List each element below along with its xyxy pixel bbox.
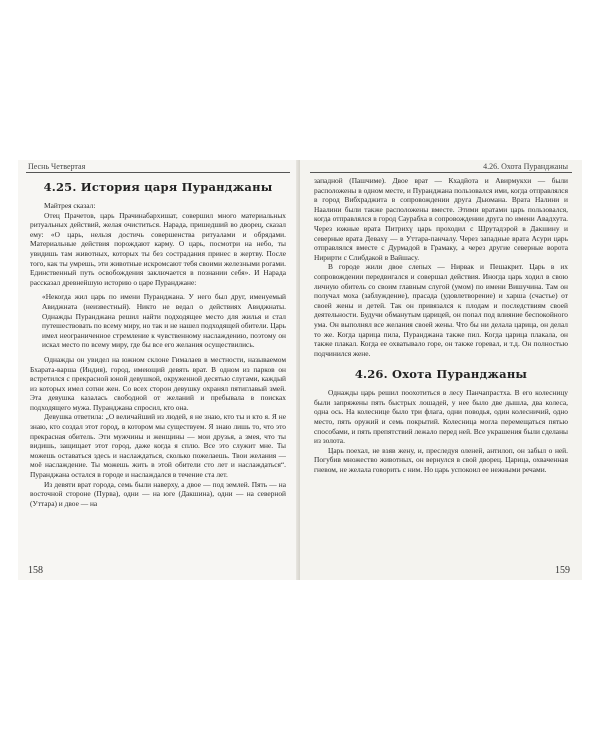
header-rule [26, 172, 290, 173]
page-number-right: 159 [555, 565, 570, 576]
right-text-column [314, 176, 568, 556]
paragraph: Отец Прачетов, царь Прачинабархишат, совершил много материальных ритуальных действий, желая очиститься. Нарада, пришедший во дворец, сказал ему: «О царь, нельзя достичь совершенства ритуалами и обрядами. Материальные действия порождают карму. О царь, посмотри на небо, ты увидишь там животных, которых ты без сострадания принес в жертву. После того, как ты умрешь, эти животные искромсают тебя своими железными рогами. Единственный путь освобождения заключается в познании себя». И Нарада рассказал древнейшую историю о царе Пуранджане: [30, 210, 286, 287]
paragraph: Майтрея сказал: [44, 201, 96, 210]
running-head-right: 4.26. Охота Пуранджаны [483, 162, 568, 171]
left-text-column [30, 176, 286, 556]
chapter-title-4-25: 4.25. История царя Пуранджаны [43, 180, 273, 194]
paragraph: Однажды царь решил поохотиться в лесу Панчапрастха. В его колесницу были запряжены пять быстрых лошадей, у нее было две дышла, два колеса, одна ось. На колеснице было три флага, одни поводья, один колесничий, одно место, пять оружий и семь покрытий. Колесница могла перемещаться пятью способами, и пять препятствий лежало перед ней. Все украшения были сделаны из золота. [314, 388, 568, 446]
chapter-title-4-26: 4.26. Охота Пуранджаны [354, 367, 528, 382]
paragraph: Царь поехал, не взяв жену, и, преследуя оленей, антилоп, он забыл о ней. Погубив множество животных, он вернулся в свой дворец. Царица, охваченная гневом, не желала говорить с ним. Но царь успокоил ее нежными речами. [314, 445, 568, 475]
header-rule [310, 172, 572, 173]
page-number-left: 158 [28, 565, 43, 576]
paragraph: «Некогда жил царь по имени Пуранджана. У него был друг, именуемый Авиджната (неизвестный). Никто не ведал о действиях Авиджнаты. Однажды Пуранджана решил найти подходящее место для жилья и стал путешествовать по всему миру, но так и не нашел подходящей обители. Царь имел неограниченное стремление к чувственному наслаждению, поэтому он искал место по всему миру, где бы все его желания осуществились. [42, 292, 286, 350]
right-page [300, 160, 582, 580]
paragraph: В городе жили двое слепых — Нирвак и Пешакрит. Царь в их сопровождении передвигался и совершал действия. Иногда царь ходил в свою личную обитель со своим главным слугой (умом) по имени Вишучина. Там он получал моха (заблуждение), прасада (удовлетворение) и харша (счастье) от своей жены и детей. Так он привязался к плодам и последствиям своей деятельности. Будучи обманутым царицей, он попал под влияние беспокойного ума. Он выполнял все желания своей жены. Что бы ни делала царица, он делал то же. Когда царица пила, Пуранджана также пил. Когда царица плакала, он также плакал. Когда ее охватывало горе, он также горевал, и т.д. Он полностью подчинился жене. [314, 262, 568, 358]
running-head-left: Песнь Четвертая [28, 162, 86, 171]
paragraph: Из девяти врат города, семь были наверху, а двое — под землей. Пять — на восточной стороне (Пурва), одни — на юге (Дакшина), одни — на северной (Уттара) и двое — на [30, 479, 286, 508]
paragraph: Однажды он увидел на южном склоне Гималаев в местности, называемом Бхарата-варша (Индия), город, имеющий девять врат. В одном из парков он встретился с прекрасной юной девушкой, окруженной десятью слугами, каждый из которых имел сотни жен. Со всех сторон девушку охранял пятиглавый змей. Эта девушка казалась свободной от желаний и пребывала в поисках подходящего мужа. Пуранджана спросил, кто она. [30, 354, 286, 412]
paragraph: западной (Пашчиме). Двое врат — Кхадйота и Авирмукхи — были расположены в одном месте, и Пуранджана пользовался ими, когда отправлялся в город Вибхраджита в сопровождении друга Дьюмана. Врата Налини и Наалини были также расположены вместе. Этими вратами царь пользовался, когда отправлялся в город Саурабха в сопровождении друга по имени Авадхута. Через южные врата Питрихү царь проходил с Шрутадэрой в Дакшину и северные врата Девахү — в Уттара-панчалу. Через западные врата Асури царь отправлялся вместе с Дурмадой в Грамаку, а через другие северные ворота Нирирти с Слибдакой в Вайшасу. [314, 176, 568, 262]
paragraph: Девушка ответила: „О величайший из людей, я не знаю, кто ты и кто я. Я не знаю, кто создал этот город, в котором мы существуем. Я знаю лишь то, что это прекрасная обитель. Эти мужчины и женщины — мои друзья, а змея, что ты видишь, защищает этот город, даже когда я сплю. Все это служит мне. Ты можешь оставаться здесь и наслаждаться, сколько пожелаешь. Твои желания — моё наслаждение. Ты можешь жить в этой обители сто лет и наслаждаться“. Пуранджана остался в городе и наслаждался в течение ста лет. [30, 412, 286, 480]
left-page [18, 160, 299, 580]
